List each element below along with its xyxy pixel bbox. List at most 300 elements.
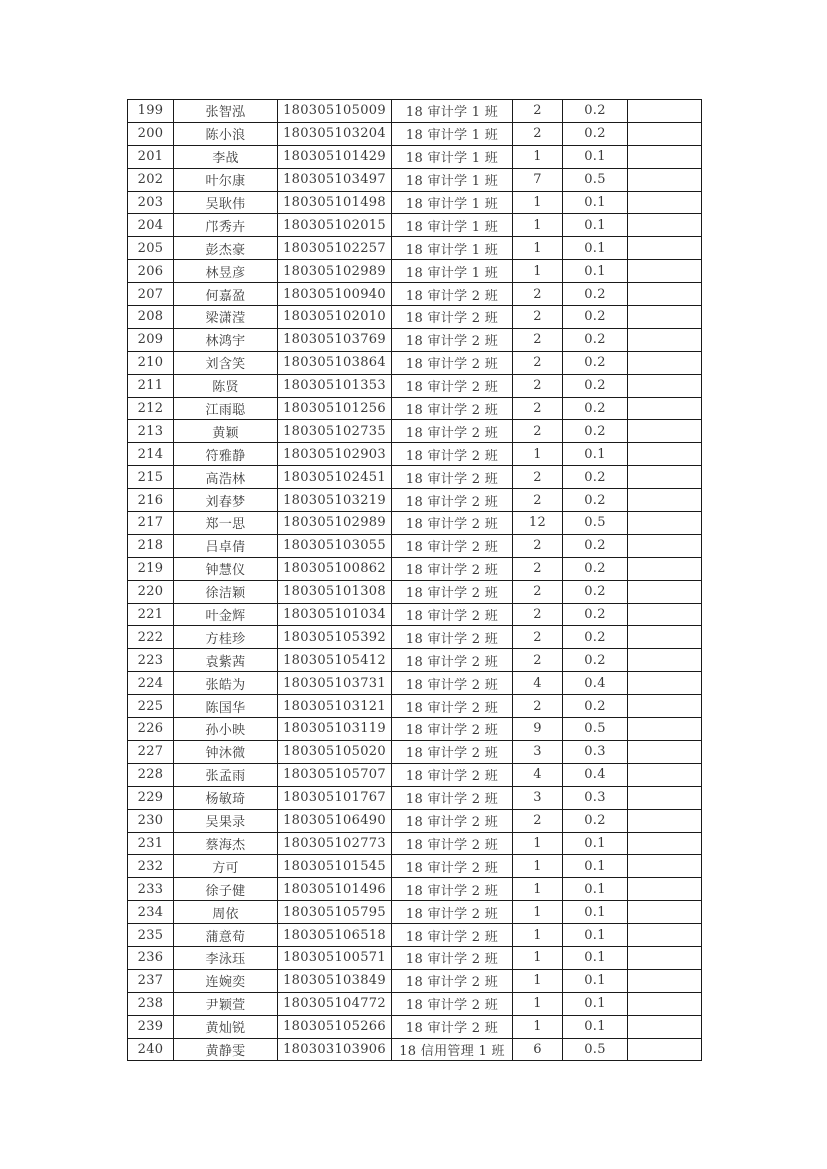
cell-class: 18 审计学 2 班 <box>392 397 513 420</box>
cell-name: 陈国华 <box>174 695 278 718</box>
cell-name: 杨敏琦 <box>174 786 278 809</box>
cell-class: 18 审计学 2 班 <box>392 924 513 947</box>
table-row <box>128 992 702 1015</box>
cell-name: 彭杰豪 <box>174 237 278 260</box>
cell-class: 18 审计学 1 班 <box>392 237 513 260</box>
cell-count: 1 <box>513 924 563 947</box>
cell-blank <box>628 672 702 695</box>
table-row <box>128 740 702 763</box>
table-row <box>128 901 702 924</box>
cell-class: 18 审计学 1 班 <box>392 100 513 123</box>
cell-class: 18 审计学 2 班 <box>392 718 513 741</box>
table-row <box>128 557 702 580</box>
cell-blank <box>628 649 702 672</box>
table-row <box>128 168 702 191</box>
cell-count: 1 <box>513 832 563 855</box>
cell-count: 2 <box>513 534 563 557</box>
cell-name: 黄灿锐 <box>174 1015 278 1038</box>
table-row <box>128 443 702 466</box>
cell-class: 18 审计学 2 班 <box>392 649 513 672</box>
cell-blank <box>628 260 702 283</box>
table-row <box>128 832 702 855</box>
cell-student_id: 180305106518 <box>278 924 392 947</box>
cell-class: 18 审计学 2 班 <box>392 512 513 535</box>
cell-blank <box>628 443 702 466</box>
cell-class: 18 审计学 2 班 <box>392 672 513 695</box>
cell-index: 225 <box>128 695 174 718</box>
student-roster-body <box>128 100 702 1061</box>
cell-class: 18 审计学 1 班 <box>392 145 513 168</box>
cell-blank <box>628 580 702 603</box>
cell-name: 连婉奕 <box>174 969 278 992</box>
table-row <box>128 1038 702 1061</box>
cell-count: 2 <box>513 489 563 512</box>
cell-index: 232 <box>128 855 174 878</box>
cell-count: 3 <box>513 786 563 809</box>
cell-ratio: 0.4 <box>563 763 628 786</box>
cell-student_id: 180305101545 <box>278 855 392 878</box>
cell-blank <box>628 1015 702 1038</box>
cell-count: 1 <box>513 1015 563 1038</box>
cell-index: 213 <box>128 420 174 443</box>
cell-student_id: 180305105266 <box>278 1015 392 1038</box>
cell-blank <box>628 283 702 306</box>
cell-index: 227 <box>128 740 174 763</box>
cell-student_id: 180305103497 <box>278 168 392 191</box>
cell-class: 18 审计学 2 班 <box>392 1015 513 1038</box>
table-row <box>128 328 702 351</box>
cell-ratio: 0.2 <box>563 351 628 374</box>
cell-count: 2 <box>513 695 563 718</box>
cell-blank <box>628 100 702 123</box>
cell-name: 何嘉盈 <box>174 283 278 306</box>
cell-ratio: 0.2 <box>563 397 628 420</box>
cell-class: 18 审计学 2 班 <box>392 832 513 855</box>
cell-student_id: 180305103864 <box>278 351 392 374</box>
cell-ratio: 0.2 <box>563 603 628 626</box>
table-row <box>128 672 702 695</box>
cell-blank <box>628 809 702 832</box>
table-row <box>128 855 702 878</box>
cell-student_id: 180305105020 <box>278 740 392 763</box>
cell-count: 2 <box>513 397 563 420</box>
cell-ratio: 0.1 <box>563 832 628 855</box>
cell-ratio: 0.2 <box>563 626 628 649</box>
cell-class: 18 审计学 2 班 <box>392 969 513 992</box>
cell-count: 1 <box>513 992 563 1015</box>
cell-index: 210 <box>128 351 174 374</box>
table-row <box>128 351 702 374</box>
cell-name: 尹颖萱 <box>174 992 278 1015</box>
table-row <box>128 100 702 123</box>
cell-class: 18 审计学 2 班 <box>392 626 513 649</box>
cell-name: 叶尔康 <box>174 168 278 191</box>
cell-count: 6 <box>513 1038 563 1061</box>
cell-class: 18 审计学 2 班 <box>392 740 513 763</box>
cell-blank <box>628 191 702 214</box>
cell-name: 方可 <box>174 855 278 878</box>
cell-name: 林昱彦 <box>174 260 278 283</box>
cell-index: 216 <box>128 489 174 512</box>
cell-class: 18 审计学 2 班 <box>392 786 513 809</box>
cell-index: 217 <box>128 512 174 535</box>
cell-index: 207 <box>128 283 174 306</box>
cell-student_id: 180305105412 <box>278 649 392 672</box>
cell-student_id: 180305102257 <box>278 237 392 260</box>
cell-student_id: 180305100862 <box>278 557 392 580</box>
cell-index: 240 <box>128 1038 174 1061</box>
cell-blank <box>628 626 702 649</box>
cell-name: 李泳珏 <box>174 946 278 969</box>
cell-count: 2 <box>513 374 563 397</box>
cell-ratio: 0.1 <box>563 924 628 947</box>
cell-blank <box>628 557 702 580</box>
cell-name: 黄静雯 <box>174 1038 278 1061</box>
table-row <box>128 237 702 260</box>
cell-class: 18 审计学 1 班 <box>392 214 513 237</box>
cell-ratio: 0.2 <box>563 100 628 123</box>
cell-count: 2 <box>513 809 563 832</box>
cell-name: 刘含笑 <box>174 351 278 374</box>
cell-student_id: 180305101498 <box>278 191 392 214</box>
cell-student_id: 180305101496 <box>278 878 392 901</box>
cell-name: 高浩林 <box>174 466 278 489</box>
cell-index: 239 <box>128 1015 174 1038</box>
table-row <box>128 603 702 626</box>
cell-count: 12 <box>513 512 563 535</box>
cell-index: 202 <box>128 168 174 191</box>
cell-index: 235 <box>128 924 174 947</box>
cell-ratio: 0.1 <box>563 992 628 1015</box>
cell-student_id: 180305101034 <box>278 603 392 626</box>
cell-name: 刘春梦 <box>174 489 278 512</box>
cell-count: 1 <box>513 946 563 969</box>
cell-count: 9 <box>513 718 563 741</box>
cell-student_id: 180305103121 <box>278 695 392 718</box>
cell-count: 2 <box>513 557 563 580</box>
cell-student_id: 180305101256 <box>278 397 392 420</box>
cell-name: 蒲意荀 <box>174 924 278 947</box>
table-row <box>128 214 702 237</box>
cell-index: 236 <box>128 946 174 969</box>
cell-index: 238 <box>128 992 174 1015</box>
cell-ratio: 0.4 <box>563 672 628 695</box>
cell-class: 18 审计学 2 班 <box>392 809 513 832</box>
cell-count: 7 <box>513 168 563 191</box>
cell-name: 钟沐微 <box>174 740 278 763</box>
cell-student_id: 180305102903 <box>278 443 392 466</box>
cell-name: 叶金辉 <box>174 603 278 626</box>
cell-index: 220 <box>128 580 174 603</box>
table-row <box>128 374 702 397</box>
cell-name: 吴果录 <box>174 809 278 832</box>
table-row <box>128 397 702 420</box>
cell-class: 18 审计学 2 班 <box>392 992 513 1015</box>
cell-name: 孙小映 <box>174 718 278 741</box>
cell-name: 周依 <box>174 901 278 924</box>
cell-class: 18 审计学 2 班 <box>392 351 513 374</box>
cell-student_id: 180305102451 <box>278 466 392 489</box>
cell-student_id: 180305101429 <box>278 145 392 168</box>
cell-class: 18 审计学 1 班 <box>392 191 513 214</box>
cell-blank <box>628 603 702 626</box>
table-row <box>128 809 702 832</box>
cell-index: 211 <box>128 374 174 397</box>
cell-class: 18 审计学 1 班 <box>392 260 513 283</box>
cell-ratio: 0.2 <box>563 557 628 580</box>
cell-student_id: 180305103119 <box>278 718 392 741</box>
cell-name: 方桂珍 <box>174 626 278 649</box>
cell-count: 1 <box>513 214 563 237</box>
table-row <box>128 283 702 306</box>
cell-blank <box>628 237 702 260</box>
cell-blank <box>628 878 702 901</box>
cell-count: 2 <box>513 466 563 489</box>
cell-ratio: 0.1 <box>563 260 628 283</box>
cell-ratio: 0.1 <box>563 946 628 969</box>
table-row <box>128 695 702 718</box>
cell-blank <box>628 855 702 878</box>
cell-blank <box>628 328 702 351</box>
cell-index: 230 <box>128 809 174 832</box>
cell-student_id: 180305102989 <box>278 260 392 283</box>
cell-name: 张孟雨 <box>174 763 278 786</box>
table-row <box>128 145 702 168</box>
cell-class: 18 审计学 2 班 <box>392 557 513 580</box>
cell-name: 蔡海杰 <box>174 832 278 855</box>
cell-blank <box>628 740 702 763</box>
table-row <box>128 763 702 786</box>
table-row <box>128 489 702 512</box>
cell-index: 231 <box>128 832 174 855</box>
cell-index: 205 <box>128 237 174 260</box>
table-row <box>128 191 702 214</box>
cell-index: 204 <box>128 214 174 237</box>
cell-name: 张皓为 <box>174 672 278 695</box>
cell-blank <box>628 306 702 329</box>
cell-student_id: 180305105707 <box>278 763 392 786</box>
cell-student_id: 180305103731 <box>278 672 392 695</box>
cell-student_id: 180303103906 <box>278 1038 392 1061</box>
cell-blank <box>628 901 702 924</box>
cell-ratio: 0.2 <box>563 122 628 145</box>
cell-index: 206 <box>128 260 174 283</box>
cell-ratio: 0.2 <box>563 649 628 672</box>
cell-class: 18 审计学 2 班 <box>392 946 513 969</box>
cell-ratio: 0.2 <box>563 466 628 489</box>
cell-student_id: 180305101353 <box>278 374 392 397</box>
cell-index: 226 <box>128 718 174 741</box>
cell-class: 18 审计学 2 班 <box>392 420 513 443</box>
cell-ratio: 0.1 <box>563 878 628 901</box>
cell-index: 214 <box>128 443 174 466</box>
cell-class: 18 审计学 2 班 <box>392 489 513 512</box>
cell-count: 2 <box>513 603 563 626</box>
cell-index: 237 <box>128 969 174 992</box>
cell-student_id: 180305105392 <box>278 626 392 649</box>
cell-count: 2 <box>513 351 563 374</box>
cell-class: 18 审计学 2 班 <box>392 695 513 718</box>
cell-class: 18 审计学 2 班 <box>392 534 513 557</box>
table-row <box>128 512 702 535</box>
cell-ratio: 0.1 <box>563 145 628 168</box>
table-row <box>128 878 702 901</box>
cell-ratio: 0.1 <box>563 191 628 214</box>
table-row <box>128 260 702 283</box>
cell-student_id: 180305100571 <box>278 946 392 969</box>
cell-ratio: 0.2 <box>563 580 628 603</box>
cell-index: 221 <box>128 603 174 626</box>
cell-student_id: 180305105009 <box>278 100 392 123</box>
cell-student_id: 180305103849 <box>278 969 392 992</box>
cell-name: 林鸿宇 <box>174 328 278 351</box>
cell-student_id: 180305103219 <box>278 489 392 512</box>
cell-name: 吴耿伟 <box>174 191 278 214</box>
cell-blank <box>628 466 702 489</box>
cell-name: 张智泓 <box>174 100 278 123</box>
cell-count: 2 <box>513 626 563 649</box>
cell-ratio: 0.1 <box>563 855 628 878</box>
cell-name: 郑一思 <box>174 512 278 535</box>
cell-index: 201 <box>128 145 174 168</box>
cell-index: 199 <box>128 100 174 123</box>
table-row <box>128 718 702 741</box>
cell-count: 1 <box>513 969 563 992</box>
cell-class: 18 审计学 2 班 <box>392 878 513 901</box>
cell-count: 2 <box>513 122 563 145</box>
cell-name: 江雨聪 <box>174 397 278 420</box>
cell-ratio: 0.2 <box>563 489 628 512</box>
cell-student_id: 180305106490 <box>278 809 392 832</box>
cell-student_id: 180305102735 <box>278 420 392 443</box>
cell-name: 符雅静 <box>174 443 278 466</box>
cell-count: 4 <box>513 763 563 786</box>
cell-class: 18 审计学 2 班 <box>392 603 513 626</box>
cell-ratio: 0.1 <box>563 443 628 466</box>
cell-ratio: 0.1 <box>563 901 628 924</box>
cell-name: 陈小浪 <box>174 122 278 145</box>
cell-ratio: 0.2 <box>563 534 628 557</box>
cell-blank <box>628 832 702 855</box>
cell-class: 18 审计学 1 班 <box>392 168 513 191</box>
cell-count: 2 <box>513 306 563 329</box>
cell-blank <box>628 351 702 374</box>
cell-blank <box>628 763 702 786</box>
cell-index: 229 <box>128 786 174 809</box>
cell-blank <box>628 374 702 397</box>
cell-student_id: 180305100940 <box>278 283 392 306</box>
cell-blank <box>628 1038 702 1061</box>
cell-name: 钟慧仪 <box>174 557 278 580</box>
cell-name: 李战 <box>174 145 278 168</box>
cell-ratio: 0.1 <box>563 237 628 260</box>
cell-count: 1 <box>513 260 563 283</box>
cell-student_id: 180305102010 <box>278 306 392 329</box>
table-row <box>128 306 702 329</box>
cell-blank <box>628 534 702 557</box>
cell-name: 徐洁颖 <box>174 580 278 603</box>
cell-index: 228 <box>128 763 174 786</box>
cell-student_id: 180305103769 <box>278 328 392 351</box>
student-roster-table <box>127 99 702 1061</box>
table-row <box>128 649 702 672</box>
cell-blank <box>628 924 702 947</box>
cell-ratio: 0.2 <box>563 809 628 832</box>
table-row <box>128 580 702 603</box>
cell-name: 徐子健 <box>174 878 278 901</box>
cell-index: 215 <box>128 466 174 489</box>
cell-student_id: 180305102773 <box>278 832 392 855</box>
cell-class: 18 审计学 2 班 <box>392 328 513 351</box>
cell-blank <box>628 420 702 443</box>
cell-ratio: 0.3 <box>563 786 628 809</box>
cell-ratio: 0.1 <box>563 1015 628 1038</box>
cell-index: 203 <box>128 191 174 214</box>
cell-count: 1 <box>513 145 563 168</box>
cell-name: 黄颖 <box>174 420 278 443</box>
table-row <box>128 924 702 947</box>
cell-index: 218 <box>128 534 174 557</box>
cell-index: 209 <box>128 328 174 351</box>
cell-ratio: 0.5 <box>563 168 628 191</box>
cell-blank <box>628 718 702 741</box>
cell-student_id: 180305102015 <box>278 214 392 237</box>
cell-index: 222 <box>128 626 174 649</box>
cell-count: 1 <box>513 191 563 214</box>
cell-student_id: 180305104772 <box>278 992 392 1015</box>
cell-count: 2 <box>513 580 563 603</box>
cell-blank <box>628 397 702 420</box>
cell-ratio: 0.5 <box>563 512 628 535</box>
cell-student_id: 180305105795 <box>278 901 392 924</box>
cell-ratio: 0.2 <box>563 283 628 306</box>
cell-index: 200 <box>128 122 174 145</box>
cell-ratio: 0.3 <box>563 740 628 763</box>
cell-blank <box>628 489 702 512</box>
table-row <box>128 946 702 969</box>
cell-blank <box>628 946 702 969</box>
cell-index: 219 <box>128 557 174 580</box>
cell-student_id: 180305101767 <box>278 786 392 809</box>
cell-student_id: 180305102989 <box>278 512 392 535</box>
cell-blank <box>628 992 702 1015</box>
cell-count: 4 <box>513 672 563 695</box>
table-row <box>128 534 702 557</box>
cell-class: 18 审计学 2 班 <box>392 283 513 306</box>
cell-count: 1 <box>513 443 563 466</box>
cell-blank <box>628 695 702 718</box>
cell-blank <box>628 145 702 168</box>
cell-blank <box>628 786 702 809</box>
table-row <box>128 626 702 649</box>
table-row <box>128 969 702 992</box>
cell-student_id: 180305103204 <box>278 122 392 145</box>
cell-ratio: 0.1 <box>563 969 628 992</box>
cell-class: 18 审计学 2 班 <box>392 374 513 397</box>
cell-ratio: 0.2 <box>563 328 628 351</box>
cell-name: 梁潇滢 <box>174 306 278 329</box>
cell-blank <box>628 168 702 191</box>
table-row <box>128 466 702 489</box>
cell-name: 陈贤 <box>174 374 278 397</box>
cell-count: 1 <box>513 237 563 260</box>
cell-index: 212 <box>128 397 174 420</box>
cell-class: 18 审计学 2 班 <box>392 763 513 786</box>
cell-count: 1 <box>513 878 563 901</box>
table-row <box>128 786 702 809</box>
cell-index: 233 <box>128 878 174 901</box>
cell-class: 18 审计学 2 班 <box>392 306 513 329</box>
